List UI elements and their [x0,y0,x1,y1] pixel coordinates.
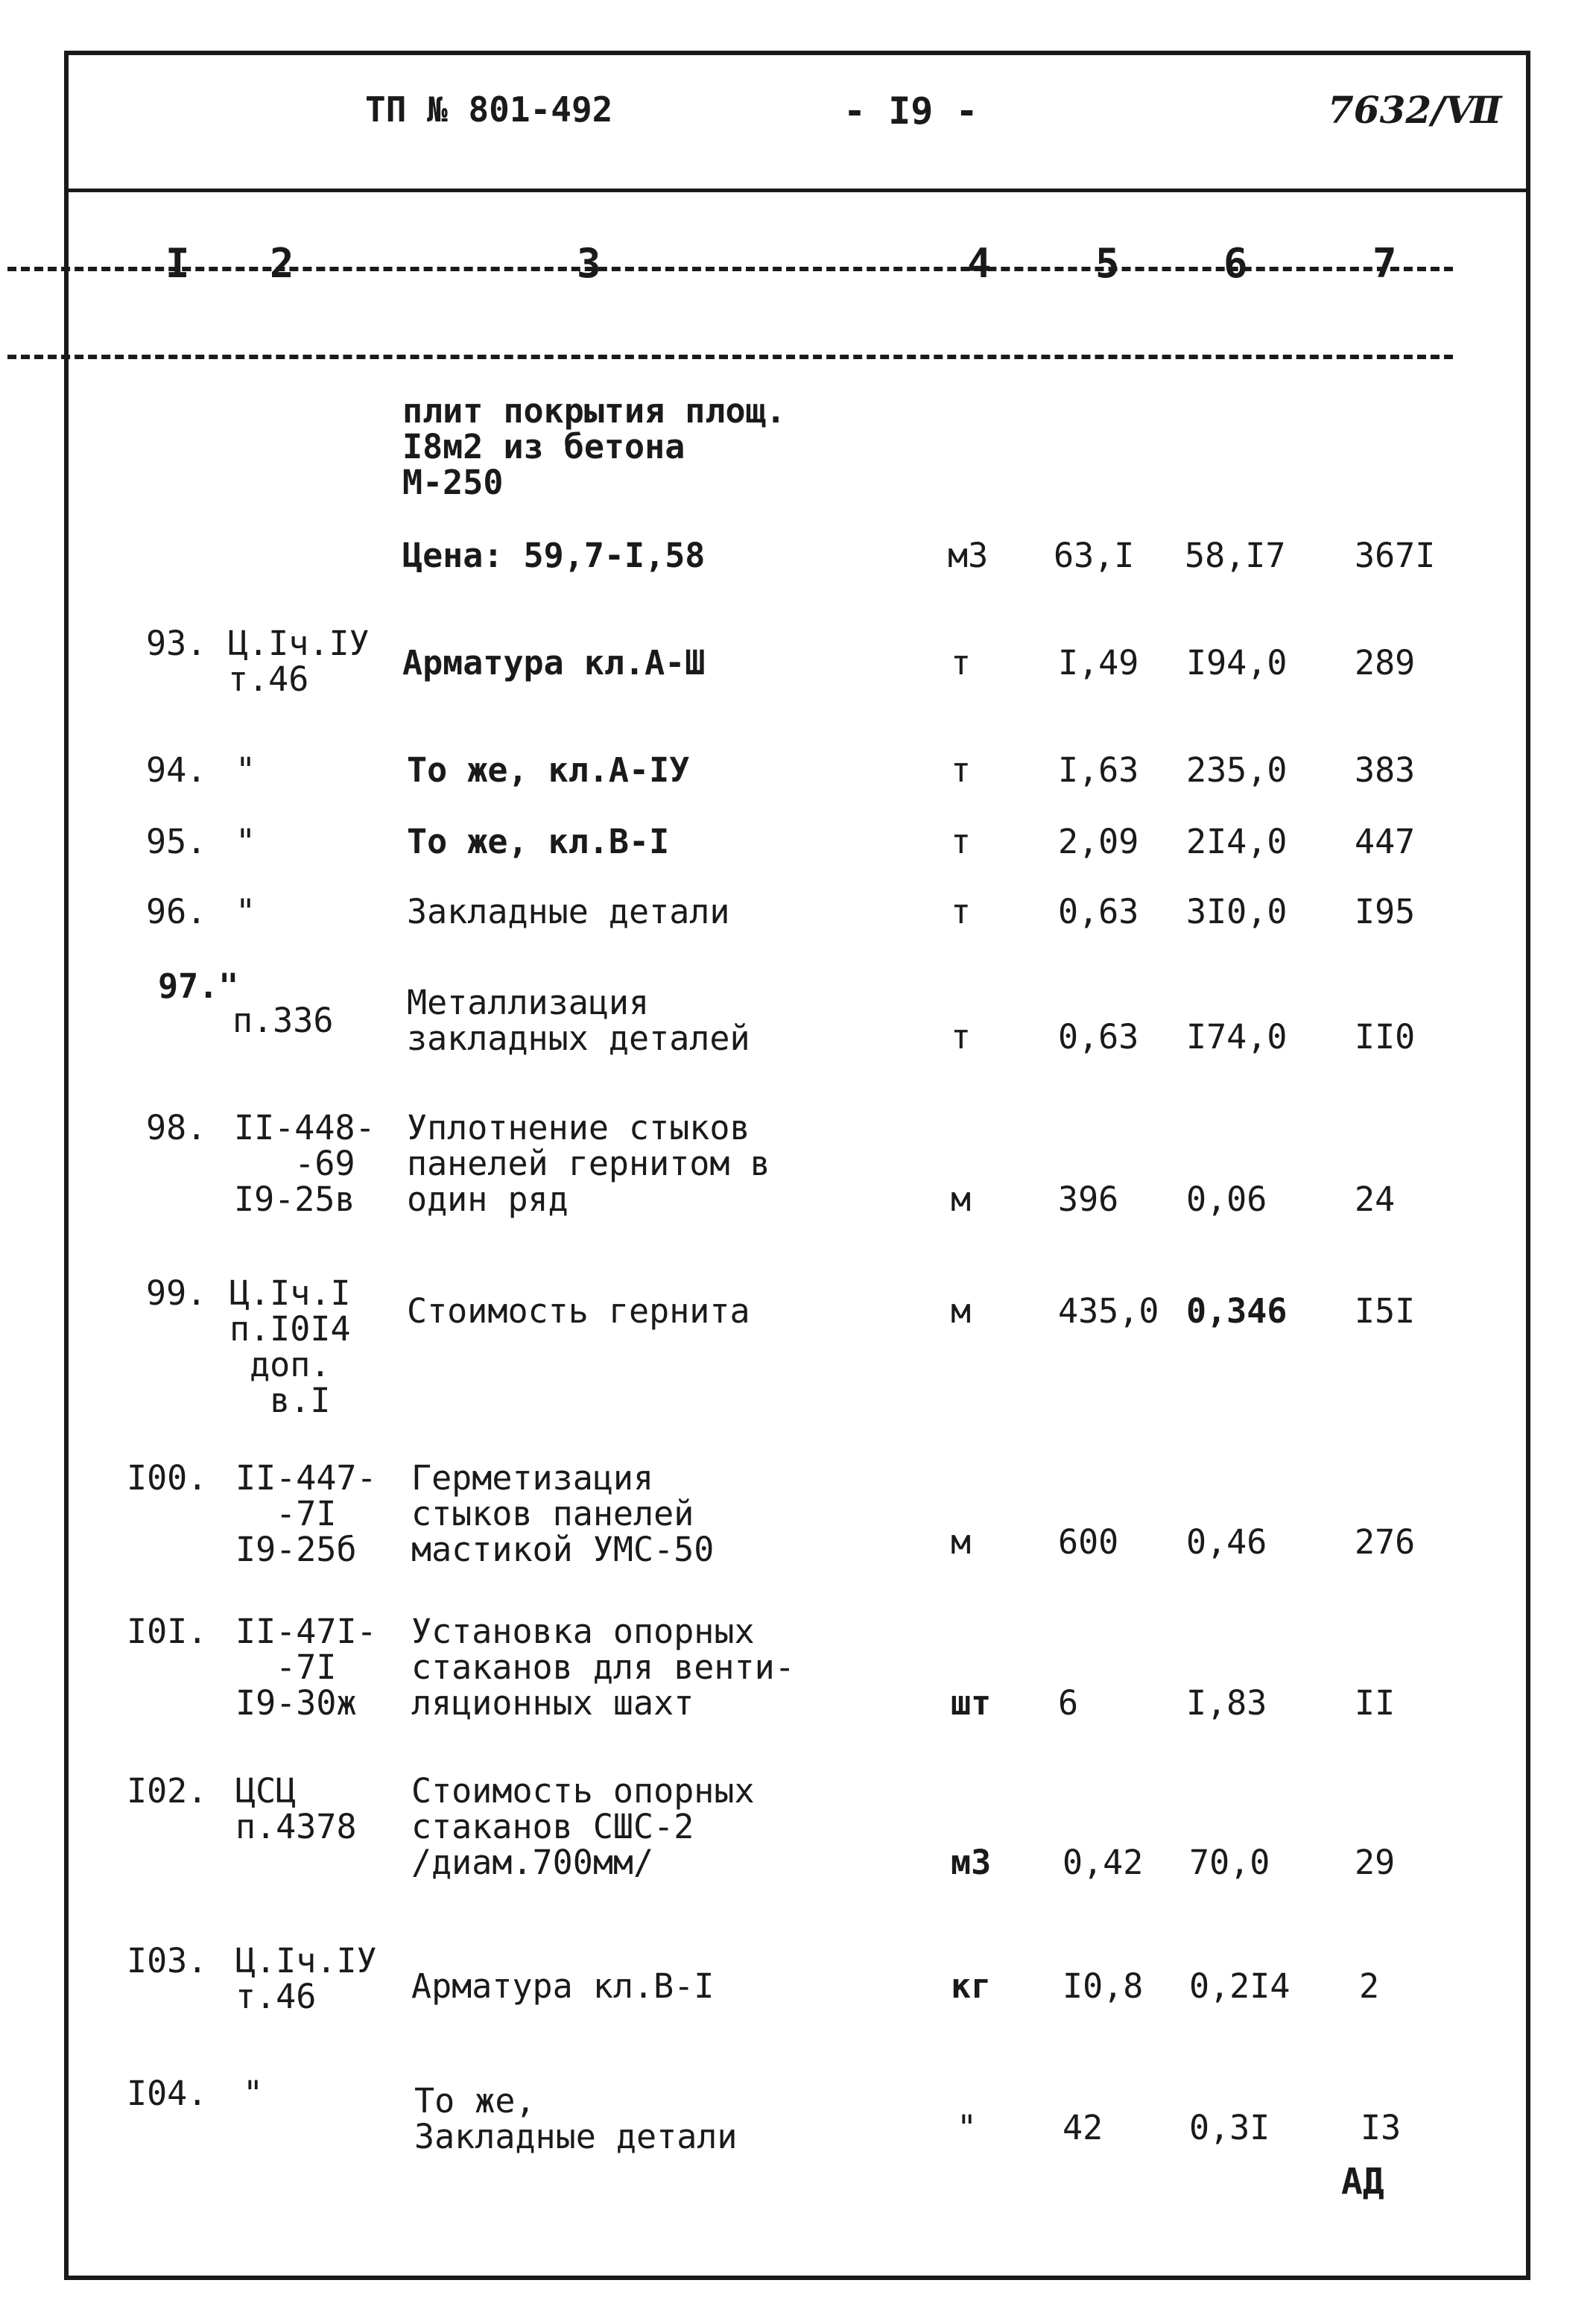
row-reference: " [235,822,256,861]
row-quantity: 6 [1058,1683,1079,1723]
row-total: I3 [1361,2108,1402,2147]
row-unit: " [957,2108,978,2147]
row-description: То же, Закладные детали [414,2081,738,2156]
row-unit: кг [951,1966,992,2006]
row-number: I00. [127,1458,208,1498]
row-reference: Ц.Iч.IУ т.46 [228,624,370,699]
row-number: I0I. [127,1612,208,1651]
row-unit: шт [951,1683,992,1723]
row-quantity: 2,09 [1058,822,1139,861]
row-total: I5I [1355,1291,1416,1331]
column-number-1: I [165,240,190,287]
row-unit: м [951,1180,972,1219]
row-total: 447 [1355,822,1416,861]
row-total: 289 [1355,643,1416,683]
row-total: 29 [1355,1843,1396,1882]
row-reference: Ц.Iч.IУ т.46 [235,1941,377,2016]
row-number: I04. [127,2074,208,2113]
row-description: То же, кл.А-IУ [407,750,690,790]
row-total: II0 [1355,1017,1416,1057]
row-reference: " [235,892,256,931]
signature-initials: АД [1341,2161,1384,2203]
row-description: Металлизация закладных деталей [407,983,750,1058]
row-description: Герметизация стыков панелей мастикой УМС-50 [411,1458,715,1569]
row-quantity: 0,63 [1058,892,1139,931]
row-reference: Ц.Iч.I п.I0I4 доп. в.I [229,1273,351,1420]
document-number: ТП № 801-492 [365,89,613,130]
intro-text: плит покрытия площ. I8м2 из бетона М-250 [402,391,786,502]
row-reference: " [243,2074,264,2113]
row-unit: м [951,1522,972,1562]
row-price: 0,346 [1186,1291,1288,1331]
row-price: I74,0 [1186,1017,1288,1057]
row-total: II [1355,1683,1396,1723]
row-quantity: 435,0 [1058,1291,1159,1331]
row-unit: т [951,822,972,861]
row-description: Уплотнение стыков панелей гернитом в один ряд [407,1108,770,1219]
intro-price: 58,I7 [1185,536,1286,575]
row-reference: II-447- -7I I9-25б [235,1458,377,1569]
row-description: Арматура кл.А-Ш [402,643,706,683]
row-total: 2 [1359,1966,1380,2006]
row-quantity: 0,42 [1062,1843,1144,1882]
row-quantity: 42 [1062,2108,1103,2147]
row-quantity: I,49 [1058,643,1139,683]
row-quantity: I0,8 [1062,1966,1144,2006]
row-number: 93. [146,624,207,663]
row-number: I03. [127,1941,208,1981]
row-price: 3I0,0 [1186,892,1288,931]
page-header [69,55,1526,192]
intro-unit: м3 [948,536,989,575]
row-price: 235,0 [1186,750,1288,790]
row-reference: " [235,750,256,790]
row-unit: т [951,892,972,931]
row-quantity: 600 [1058,1522,1119,1562]
row-unit: т [951,643,972,683]
row-price: 0,3I [1189,2108,1270,2147]
page-number: - I9 - [843,89,978,133]
intro-qty: 63,I [1054,536,1135,575]
row-total: I95 [1355,892,1416,931]
row-price: 70,0 [1189,1843,1270,1882]
row-unit: м [951,1291,972,1331]
row-price: 0,2I4 [1189,1966,1290,2006]
row-number: 99. [146,1273,207,1313]
column-number-4: 4 [967,240,992,287]
row-description: Стоимость опорных стаканов СШС-2 /диам.700мм/ [411,1771,755,1882]
row-price: I94,0 [1186,643,1288,683]
row-description: Установка опорных стаканов для венти- ляционных шахт [411,1612,795,1723]
row-quantity: 0,63 [1058,1017,1139,1057]
row-unit: м3 [951,1843,992,1882]
row-number: 94. [146,750,207,790]
row-description: Стоимость гернита [407,1291,750,1331]
row-unit: т [951,750,972,790]
dashed-rule-bottom [7,355,1453,359]
row-description: Закладные детали [407,892,730,931]
row-total: 24 [1355,1180,1396,1219]
row-price: 0,46 [1186,1522,1267,1562]
row-number: 97." [158,966,239,1006]
row-number: 95. [146,822,207,861]
price-formula: Цена: 59,7-I,58 [402,536,706,575]
row-unit: т [951,1017,972,1057]
intro-total: 367I [1355,536,1436,575]
row-reference: п.336 [232,1001,334,1040]
row-description: То же, кл.В-I [407,822,670,861]
row-total: 383 [1355,750,1416,790]
row-price: I,83 [1186,1683,1267,1723]
archive-code: 7632/Ⅶ [1328,88,1502,132]
row-total: 276 [1355,1522,1416,1562]
row-number: 96. [146,892,207,931]
row-reference: ЦСЦ п.4378 [235,1771,357,1846]
column-number-6: 6 [1223,240,1248,287]
column-number-5: 5 [1095,240,1120,287]
column-number-7: 7 [1372,240,1397,287]
row-description: Арматура кл.В-I [411,1966,715,2006]
row-number: 98. [146,1108,207,1147]
row-quantity: 396 [1058,1180,1119,1219]
row-reference: II-47I- -7I I9-30ж [235,1612,377,1723]
column-number-2: 2 [270,240,294,287]
row-price: 2I4,0 [1186,822,1288,861]
column-number-3: 3 [577,240,601,287]
row-quantity: I,63 [1058,750,1139,790]
row-number: I02. [127,1771,208,1811]
row-reference: II-448- -69 I9-25в [234,1108,376,1219]
row-price: 0,06 [1186,1180,1267,1219]
